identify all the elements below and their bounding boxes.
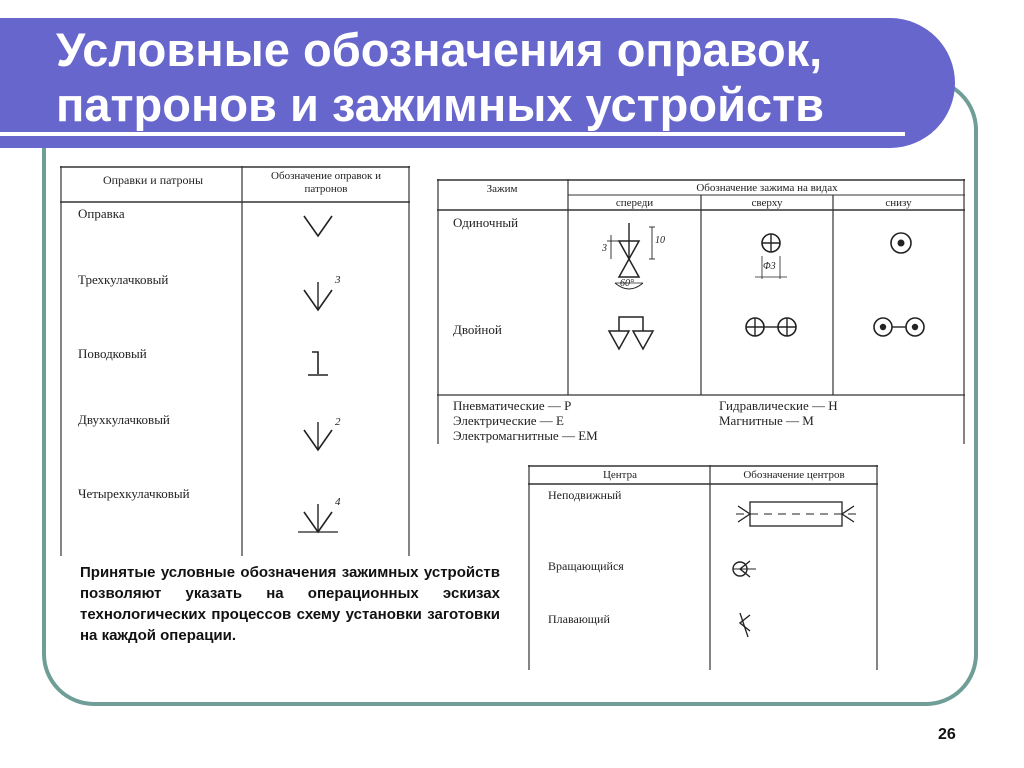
centers-table xyxy=(528,465,878,670)
three-jaw-symbol xyxy=(304,282,332,310)
rotating-center-symbol xyxy=(733,561,756,577)
two-jaw-mark: 2 xyxy=(335,416,341,428)
two-jaw-label: Двухкулачковый xyxy=(78,412,170,427)
single-clamp-bottom-symbol xyxy=(891,233,911,253)
slide-title: Условные обозначения оправок, патронов и зажимных устройств xyxy=(56,23,825,131)
double-clamp-top-symbol xyxy=(746,318,796,336)
dim-angle-label: 60° xyxy=(620,278,634,289)
dim-diameter-label: Φ3 xyxy=(763,261,776,272)
legend-right-1: Магнитные — М xyxy=(719,413,814,428)
single-clamp-top-symbol xyxy=(755,234,787,279)
view-front-header: спереди xyxy=(615,197,654,209)
four-jaw-symbol xyxy=(298,504,338,532)
floating-center-symbol xyxy=(740,613,750,637)
legend-left-0: Пневматические — Р xyxy=(453,398,572,413)
driver-symbol xyxy=(308,352,328,375)
dim-height-label: 10 xyxy=(655,235,665,246)
four-jaw-label: Четырехкулачковый xyxy=(78,486,190,501)
description-text: Принятые условные обозначения зажимных устройств позволяют указать на операционных эскизах технологических процессов схему установки заготовки на каждой операции. xyxy=(80,564,500,644)
fixed-center-symbol xyxy=(736,502,856,526)
dim-offset-label: 3 xyxy=(602,243,607,254)
mandrel-label: Оправка xyxy=(78,206,125,221)
clamps-table xyxy=(437,179,965,444)
view-top-header: сверху xyxy=(751,197,783,209)
clamps-header-group: Обозначение зажима на видах xyxy=(696,182,838,194)
mandrel-symbol xyxy=(304,216,332,236)
two-jaw-symbol xyxy=(304,422,332,450)
mandrels-table xyxy=(60,166,410,556)
clamps-header-clamp: Зажим xyxy=(486,183,518,195)
mandrels-header-type: Оправки и патроны xyxy=(102,173,204,187)
legend-left-1: Электрические — Е xyxy=(453,413,564,428)
rotating-center-label: Вращающийся xyxy=(548,559,624,573)
driver-label: Поводковый xyxy=(78,346,147,361)
single-clamp-label: Одиночный xyxy=(453,215,519,230)
legend-right-0: Гидравлические — Н xyxy=(719,398,838,413)
double-clamp-label: Двойной xyxy=(453,322,502,337)
title-underline xyxy=(0,132,905,136)
fixed-center-label: Неподвижный xyxy=(548,488,622,502)
three-jaw-label: Трехкулачковый xyxy=(78,272,169,287)
centers-header-symbol: Обозначение центров xyxy=(743,469,845,481)
mandrels-header-symbol: Обозначение оправок и патронов xyxy=(271,170,381,195)
four-jaw-mark: 4 xyxy=(335,496,341,508)
double-clamp-bottom-symbol xyxy=(874,318,924,336)
floating-center-label: Плавающий xyxy=(548,612,610,626)
view-bottom-header: снизу xyxy=(885,197,912,209)
centers-header-type: Центра xyxy=(602,469,638,481)
legend-left-2: Электромагнитные — ЕМ xyxy=(453,428,598,443)
double-clamp-front-symbol xyxy=(609,317,653,349)
three-jaw-mark: 3 xyxy=(335,274,341,286)
page-number: 26 xyxy=(938,726,956,743)
